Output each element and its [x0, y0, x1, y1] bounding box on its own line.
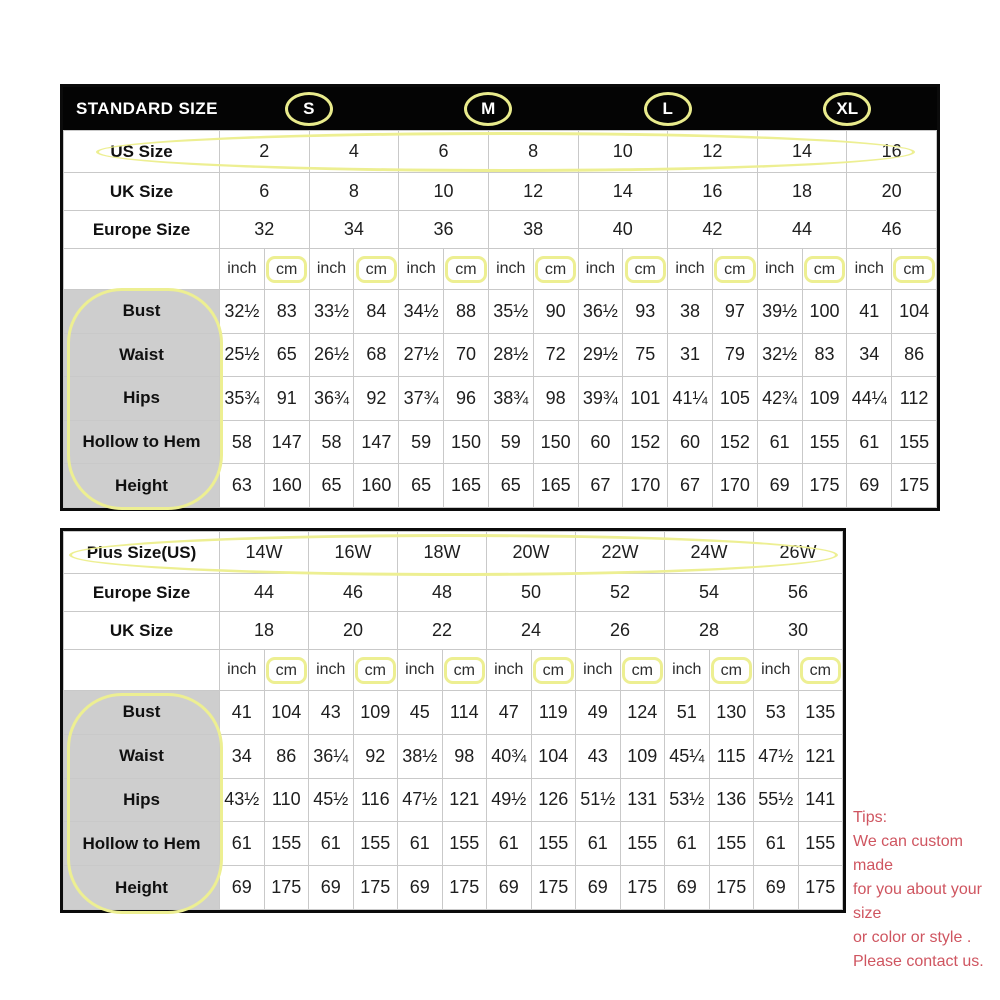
measure-row [64, 734, 843, 778]
measure-value-cell: 110 [264, 778, 309, 822]
size-value-cell: 56 [754, 574, 843, 612]
measure-value-cell: 105 [712, 377, 757, 421]
inch-unit-cell: inch [665, 650, 710, 691]
measure-value-cell: 58 [220, 420, 265, 464]
measure-row [64, 866, 843, 910]
measure-value-cell: 72 [533, 333, 578, 377]
measure-value-cell: 34 [847, 333, 892, 377]
measure-value-cell: 109 [353, 691, 398, 735]
measure-value-cell: 49½ [487, 778, 532, 822]
measure-value-cell: 141 [798, 778, 843, 822]
measure-row-label: Height [64, 464, 220, 508]
size-row-label: Europe Size [64, 574, 220, 612]
measure-value-cell: 49 [576, 691, 621, 735]
size-value-cell: 38 [488, 211, 578, 249]
size-row [64, 173, 937, 211]
measure-value-cell: 119 [531, 691, 576, 735]
measure-value-cell: 155 [892, 420, 937, 464]
size-value-cell: 2 [220, 131, 310, 173]
measure-value-cell: 41 [847, 290, 892, 334]
size-value-cell: 30 [754, 612, 843, 650]
measure-value-cell: 63 [220, 464, 265, 508]
measure-row-label: Bust [64, 691, 220, 735]
size-row-label: UK Size [64, 173, 220, 211]
size-value-cell: 26W [754, 532, 843, 574]
inch-unit-cell: inch [309, 249, 354, 290]
measure-value-cell: 90 [533, 290, 578, 334]
measure-row [64, 290, 937, 334]
measure-value-cell: 32½ [757, 333, 802, 377]
cm-highlight-box: cm [622, 657, 663, 684]
size-value-cell: 22 [398, 612, 487, 650]
size-value-cell: 8 [309, 173, 399, 211]
inch-unit-cell: inch [754, 650, 799, 691]
measure-row-label: Height [64, 866, 220, 910]
size-value-cell: 44 [757, 211, 847, 249]
measure-value-cell: 36¼ [309, 734, 354, 778]
measure-value-cell: 170 [712, 464, 757, 508]
measure-value-cell: 83 [802, 333, 847, 377]
cm-highlight-box: cm [356, 256, 397, 283]
measure-row [64, 691, 843, 735]
tips-line: Please contact us. [853, 953, 984, 970]
measure-value-cell: 41¼ [668, 377, 713, 421]
measure-value-cell: 91 [264, 377, 309, 421]
size-value-cell: 34 [309, 211, 399, 249]
size-value-cell: 54 [665, 574, 754, 612]
unit-row [64, 650, 843, 691]
measure-value-cell: 60 [668, 420, 713, 464]
size-value-cell: 42 [668, 211, 758, 249]
inch-unit-cell: inch [220, 249, 265, 290]
measure-value-cell: 175 [620, 866, 665, 910]
measure-value-cell: 130 [709, 691, 754, 735]
unit-row [64, 249, 937, 290]
measure-value-cell: 58 [309, 420, 354, 464]
measure-value-cell: 61 [309, 822, 354, 866]
size-value-cell: 14 [578, 173, 668, 211]
measure-value-cell: 160 [354, 464, 399, 508]
size-value-cell: 12 [668, 131, 758, 173]
size-value-cell: 8 [488, 131, 578, 173]
cm-highlight-box: cm [266, 657, 307, 684]
measure-value-cell: 51½ [576, 778, 621, 822]
measure-value-cell: 147 [264, 420, 309, 464]
size-group-circle-s: S [285, 92, 333, 126]
measure-value-cell: 155 [531, 822, 576, 866]
size-row [64, 612, 843, 650]
size-group [578, 87, 758, 130]
cm-highlight-box: cm [893, 256, 934, 283]
size-value-cell: 22W [576, 532, 665, 574]
measure-value-cell: 43 [309, 691, 354, 735]
size-value-cell: 20 [309, 612, 398, 650]
measure-value-cell: 69 [398, 866, 443, 910]
cm-unit-cell [709, 650, 754, 691]
standard-size-title: STANDARD SIZE [76, 98, 218, 118]
measure-value-cell: 39½ [757, 290, 802, 334]
inch-unit-cell: inch [309, 650, 354, 691]
measure-value-cell: 155 [442, 822, 487, 866]
custom-made-tips [853, 806, 1000, 974]
tips-line: or color or style . [853, 929, 972, 946]
tips-title: Tips: [853, 809, 888, 826]
measure-value-cell: 45½ [309, 778, 354, 822]
measure-value-cell: 37¾ [399, 377, 444, 421]
measure-row [64, 420, 937, 464]
tips-line: for you about your size [853, 881, 982, 922]
measure-value-cell: 69 [754, 866, 799, 910]
measure-value-cell: 131 [620, 778, 665, 822]
measure-value-cell: 45¼ [665, 734, 710, 778]
measure-row-label: Hips [64, 778, 220, 822]
measure-value-cell: 55½ [754, 778, 799, 822]
measure-value-cell: 136 [709, 778, 754, 822]
measure-value-cell: 61 [576, 822, 621, 866]
measure-row-label: Waist [64, 333, 220, 377]
measure-value-cell: 109 [620, 734, 665, 778]
size-value-cell: 6 [399, 131, 489, 173]
measure-value-cell: 53 [754, 691, 799, 735]
size-group [399, 87, 579, 130]
size-value-cell: 16 [668, 173, 758, 211]
inch-unit-cell: inch [847, 249, 892, 290]
size-value-cell: 10 [399, 173, 489, 211]
size-row-label: Europe Size [64, 211, 220, 249]
measure-value-cell: 75 [623, 333, 668, 377]
size-value-cell: 36 [399, 211, 489, 249]
size-value-cell: 26 [576, 612, 665, 650]
size-value-cell: 18 [220, 612, 309, 650]
measure-value-cell: 47½ [754, 734, 799, 778]
cm-unit-cell [442, 650, 487, 691]
measure-value-cell: 35½ [488, 290, 533, 334]
measure-value-cell: 69 [220, 866, 265, 910]
measure-value-cell: 100 [802, 290, 847, 334]
measure-value-cell: 26½ [309, 333, 354, 377]
inch-unit-cell: inch [220, 650, 265, 691]
measure-value-cell: 175 [802, 464, 847, 508]
measure-value-cell: 67 [668, 464, 713, 508]
inch-unit-cell: inch [399, 249, 444, 290]
measure-value-cell: 69 [847, 464, 892, 508]
measure-value-cell: 175 [531, 866, 576, 910]
measure-value-cell: 101 [623, 377, 668, 421]
size-value-cell: 50 [487, 574, 576, 612]
cm-unit-cell [533, 249, 578, 290]
measure-value-cell: 92 [353, 734, 398, 778]
measure-value-cell: 59 [399, 420, 444, 464]
cm-unit-cell [712, 249, 757, 290]
measure-row-label: Hollow to Hem [64, 420, 220, 464]
measure-value-cell: 86 [264, 734, 309, 778]
cm-unit-cell [444, 249, 489, 290]
measure-value-cell: 175 [264, 866, 309, 910]
measure-value-cell: 97 [712, 290, 757, 334]
measure-row-label: Waist [64, 734, 220, 778]
measure-value-cell: 53½ [665, 778, 710, 822]
measure-value-cell: 38½ [398, 734, 443, 778]
size-group-circle-xl: XL [823, 92, 871, 126]
measure-value-cell: 40¾ [487, 734, 532, 778]
plus-size-grid [63, 531, 843, 910]
measure-value-cell: 109 [802, 377, 847, 421]
measure-value-cell: 92 [354, 377, 399, 421]
size-value-cell: 12 [488, 173, 578, 211]
size-row-label: US Size [64, 131, 220, 173]
measure-value-cell: 96 [444, 377, 489, 421]
inch-unit-cell: inch [757, 249, 802, 290]
measure-value-cell: 152 [712, 420, 757, 464]
measure-value-cell: 175 [798, 866, 843, 910]
size-value-cell: 44 [220, 574, 309, 612]
measure-value-cell: 45 [398, 691, 443, 735]
size-value-cell: 6 [220, 173, 310, 211]
standard-size-grid [63, 130, 937, 508]
size-value-cell: 24 [487, 612, 576, 650]
measure-value-cell: 124 [620, 691, 665, 735]
measure-value-cell: 69 [487, 866, 532, 910]
size-value-cell: 14W [220, 532, 309, 574]
measure-value-cell: 25½ [220, 333, 265, 377]
standard-size-table [60, 84, 940, 511]
plus-size-table [60, 528, 846, 913]
measure-value-cell: 67 [578, 464, 623, 508]
size-value-cell: 28 [665, 612, 754, 650]
cm-highlight-box: cm [445, 256, 486, 283]
size-value-cell: 24W [665, 532, 754, 574]
inch-unit-cell: inch [576, 650, 621, 691]
measure-value-cell: 69 [757, 464, 802, 508]
measure-value-cell: 121 [442, 778, 487, 822]
cm-unit-cell [802, 249, 847, 290]
measure-value-cell: 59 [488, 420, 533, 464]
cm-highlight-box: cm [533, 657, 574, 684]
size-group-circle-l: L [644, 92, 692, 126]
cm-unit-cell [264, 249, 309, 290]
measure-row [64, 778, 843, 822]
size-value-cell: 20 [847, 173, 937, 211]
measure-value-cell: 43½ [220, 778, 265, 822]
size-group-badges [219, 87, 937, 130]
measure-value-cell: 36¾ [309, 377, 354, 421]
size-row-label: UK Size [64, 612, 220, 650]
measure-value-cell: 155 [798, 822, 843, 866]
measure-value-cell: 165 [444, 464, 489, 508]
measure-value-cell: 121 [798, 734, 843, 778]
size-row [64, 532, 843, 574]
measure-value-cell: 27½ [399, 333, 444, 377]
measure-value-cell: 150 [444, 420, 489, 464]
measure-value-cell: 32½ [220, 290, 265, 334]
measure-row [64, 333, 937, 377]
size-value-cell: 18 [757, 173, 847, 211]
size-row [64, 574, 843, 612]
measure-value-cell: 60 [578, 420, 623, 464]
cm-highlight-box: cm [355, 657, 396, 684]
measure-value-cell: 39¾ [578, 377, 623, 421]
measure-value-cell: 104 [531, 734, 576, 778]
measure-row-label: Hips [64, 377, 220, 421]
size-value-cell: 52 [576, 574, 665, 612]
tips-lines [853, 830, 1000, 974]
measure-value-cell: 147 [354, 420, 399, 464]
cm-unit-cell [531, 650, 576, 691]
measure-row [64, 822, 843, 866]
cm-unit-cell [353, 650, 398, 691]
measure-value-cell: 170 [623, 464, 668, 508]
measure-value-cell: 98 [533, 377, 578, 421]
measure-row-label: Bust [64, 290, 220, 334]
cm-unit-cell [620, 650, 665, 691]
measure-value-cell: 88 [444, 290, 489, 334]
measure-value-cell: 28½ [488, 333, 533, 377]
measure-value-cell: 175 [892, 464, 937, 508]
measure-row-label: Hollow to Hem [64, 822, 220, 866]
measure-value-cell: 44¼ [847, 377, 892, 421]
size-value-cell: 10 [578, 131, 668, 173]
cm-highlight-box: cm [804, 256, 845, 283]
standard-size-header [63, 87, 937, 130]
size-value-cell: 16 [847, 131, 937, 173]
measure-value-cell: 114 [442, 691, 487, 735]
measure-value-cell: 175 [709, 866, 754, 910]
measure-value-cell: 33½ [309, 290, 354, 334]
cm-highlight-box: cm [535, 256, 576, 283]
measure-value-cell: 86 [892, 333, 937, 377]
measure-value-cell: 112 [892, 377, 937, 421]
measure-value-cell: 51 [665, 691, 710, 735]
measure-value-cell: 29½ [578, 333, 623, 377]
cm-unit-cell [354, 249, 399, 290]
size-value-cell: 32 [220, 211, 310, 249]
measure-value-cell: 155 [620, 822, 665, 866]
measure-value-cell: 116 [353, 778, 398, 822]
measure-value-cell: 31 [668, 333, 713, 377]
size-value-cell: 4 [309, 131, 399, 173]
cm-highlight-box: cm [714, 256, 755, 283]
size-value-cell: 20W [487, 532, 576, 574]
size-value-cell: 18W [398, 532, 487, 574]
cm-unit-cell [623, 249, 668, 290]
measure-value-cell: 47 [487, 691, 532, 735]
measure-value-cell: 83 [264, 290, 309, 334]
measure-value-cell: 84 [354, 290, 399, 334]
cm-unit-cell [892, 249, 937, 290]
measure-value-cell: 38¾ [488, 377, 533, 421]
size-group-circle-m: M [464, 92, 512, 126]
measure-value-cell: 115 [709, 734, 754, 778]
size-value-cell: 40 [578, 211, 668, 249]
measure-value-cell: 38 [668, 290, 713, 334]
inch-unit-cell: inch [578, 249, 623, 290]
inch-unit-cell: inch [668, 249, 713, 290]
measure-value-cell: 47½ [398, 778, 443, 822]
cm-highlight-box: cm [800, 657, 841, 684]
measure-value-cell: 61 [220, 822, 265, 866]
size-group [219, 87, 399, 130]
inch-unit-cell: inch [487, 650, 532, 691]
cm-highlight-box: cm [711, 657, 752, 684]
size-value-cell: 48 [398, 574, 487, 612]
cm-highlight-box: cm [444, 657, 485, 684]
measure-value-cell: 155 [709, 822, 754, 866]
measure-value-cell: 34½ [399, 290, 444, 334]
measure-value-cell: 98 [442, 734, 487, 778]
size-value-cell: 46 [847, 211, 937, 249]
measure-value-cell: 175 [442, 866, 487, 910]
size-value-cell: 16W [309, 532, 398, 574]
measure-value-cell: 152 [623, 420, 668, 464]
measure-value-cell: 41 [220, 691, 265, 735]
measure-value-cell: 61 [757, 420, 802, 464]
measure-value-cell: 160 [264, 464, 309, 508]
measure-value-cell: 65 [399, 464, 444, 508]
size-group [758, 87, 938, 130]
measure-value-cell: 42¾ [757, 377, 802, 421]
measure-value-cell: 69 [576, 866, 621, 910]
cm-unit-cell [264, 650, 309, 691]
measure-value-cell: 69 [665, 866, 710, 910]
measure-value-cell: 68 [354, 333, 399, 377]
measure-value-cell: 79 [712, 333, 757, 377]
measure-value-cell: 155 [353, 822, 398, 866]
measure-value-cell: 165 [533, 464, 578, 508]
measure-value-cell: 155 [802, 420, 847, 464]
measure-value-cell: 175 [353, 866, 398, 910]
cm-highlight-box: cm [266, 256, 307, 283]
inch-unit-cell: inch [398, 650, 443, 691]
size-row-label: Plus Size(US) [64, 532, 220, 574]
unit-row-label [64, 249, 220, 290]
cm-unit-cell [798, 650, 843, 691]
size-row [64, 131, 937, 173]
measure-row [64, 377, 937, 421]
measure-value-cell: 61 [487, 822, 532, 866]
measure-value-cell: 104 [264, 691, 309, 735]
measure-value-cell: 104 [892, 290, 937, 334]
size-value-cell: 46 [309, 574, 398, 612]
cm-highlight-box: cm [625, 256, 666, 283]
size-row [64, 211, 937, 249]
measure-value-cell: 135 [798, 691, 843, 735]
measure-value-cell: 35¾ [220, 377, 265, 421]
measure-value-cell: 61 [754, 822, 799, 866]
measure-value-cell: 61 [665, 822, 710, 866]
measure-value-cell: 69 [309, 866, 354, 910]
measure-value-cell: 61 [847, 420, 892, 464]
measure-value-cell: 43 [576, 734, 621, 778]
inch-unit-cell: inch [488, 249, 533, 290]
measure-value-cell: 36½ [578, 290, 623, 334]
measure-value-cell: 155 [264, 822, 309, 866]
measure-value-cell: 70 [444, 333, 489, 377]
size-value-cell: 14 [757, 131, 847, 173]
measure-value-cell: 65 [264, 333, 309, 377]
measure-value-cell: 34 [220, 734, 265, 778]
tips-line: We can custom made [853, 833, 963, 874]
measure-value-cell: 126 [531, 778, 576, 822]
measure-value-cell: 65 [488, 464, 533, 508]
measure-value-cell: 93 [623, 290, 668, 334]
measure-value-cell: 150 [533, 420, 578, 464]
unit-row-label [64, 650, 220, 691]
measure-value-cell: 65 [309, 464, 354, 508]
measure-row [64, 464, 937, 508]
measure-value-cell: 61 [398, 822, 443, 866]
